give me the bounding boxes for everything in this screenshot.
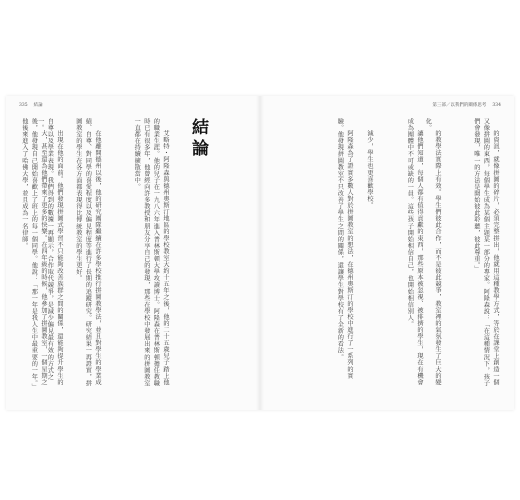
left-text-column	[18, 118, 48, 388]
paragraph: 在他離開德州以後，他的研究團隊繼續在許多學校推行拼圖教學法，並且對學生的學業成績、自尊、對同學的喜愛程度以及偏見程度等進行了長期的追蹤研究。研究結果一再證實，拼圖教室的學生在各方面都表現得比傳統教室的學生更好。	[74, 118, 101, 387]
book-spread	[6, 96, 514, 410]
paragraph: 大，甚至還為他們帶來了更多的快樂。在四年級的時候，他參加了拼圖教室，一個星期之後，他發現自己開始喜歡上了班上的每一個同學。他說：「那一年是我人生中最重要的一年。」他後來進入了哈佛大學，並且成為一名律師。	[20, 118, 47, 387]
chapter-title: 結論	[188, 118, 208, 160]
left-running-head: 結論	[33, 103, 43, 108]
right-text-column	[376, 118, 424, 388]
paragraph: 減少，學生也更喜歡學校。	[366, 130, 373, 209]
paragraph: 的資訊，就像拼圖的碎片，必須完整拼出，他就用這種教學方式，等於在課堂上創造一個又像拼圖的東西，每個學生成為某個主題某一部分的專家。阿隆森說：「在這種情況下，孩子們會發現，唯一的方法是開始彼此聆聽，彼此尊重。」	[472, 118, 499, 387]
left-text-column	[100, 118, 170, 388]
left-page-number: 335	[19, 103, 28, 108]
left-text-column	[64, 118, 102, 388]
right-text-column	[356, 118, 374, 388]
right-page-number: 334	[492, 103, 501, 108]
paragraph: 阿隆森為了證實多數人對於拼圖教室的想法，在德州奧斯汀的學校中進行了一系列的實驗。他發現拼圖教室不只改善了學生之間的關係，還讓學生對學校有了全新的看法。	[336, 118, 353, 380]
right-text-column	[272, 118, 354, 388]
right-page-header	[432, 102, 501, 108]
right-page	[260, 96, 514, 410]
paragraph: 的教學法實際上有效。學生們彼此合作，而不是彼此競爭，教室裡的氣氛發生了巨大的變化。	[424, 118, 441, 386]
paragraph: 出現在他的面前。他們發現拼圖式學習不只能夠改善族群之間的關係，還能夠提升學生的自尊以及學業表現。我們得到的數據一再顯示，合作取代競爭，是減少偏見最有效的方式之一。	[36, 118, 63, 386]
left-page	[6, 96, 260, 410]
paragraph: 讓他們知道，每個人都有值得貢獻的東西，那些原本被忽視、被排擠的學生，現在有機會成為團體中不可或缺的一員。這些孩子開始相信自己，也開始相信別人。	[406, 118, 423, 386]
right-running-head: 第三部／以我們的關係思考	[432, 103, 487, 108]
left-page-header	[19, 102, 43, 108]
right-text-column	[426, 118, 442, 388]
right-text-column	[444, 118, 500, 388]
paragraph: 艾略特・阿隆森與德州奧斯汀地區的學校教室大約十五年之後，他的二十五歲兒子踏上他的職業生涯。他的兒子在一九八六年進入普林斯頓大學攻讀博士。阿隆森在普林斯頓擔任教職時已有很多年，他曾經向許多教授和朋友分享自己的發現，那些在學校中發展出來的拼圖教室一直都在持續擴散當中。	[133, 118, 169, 387]
